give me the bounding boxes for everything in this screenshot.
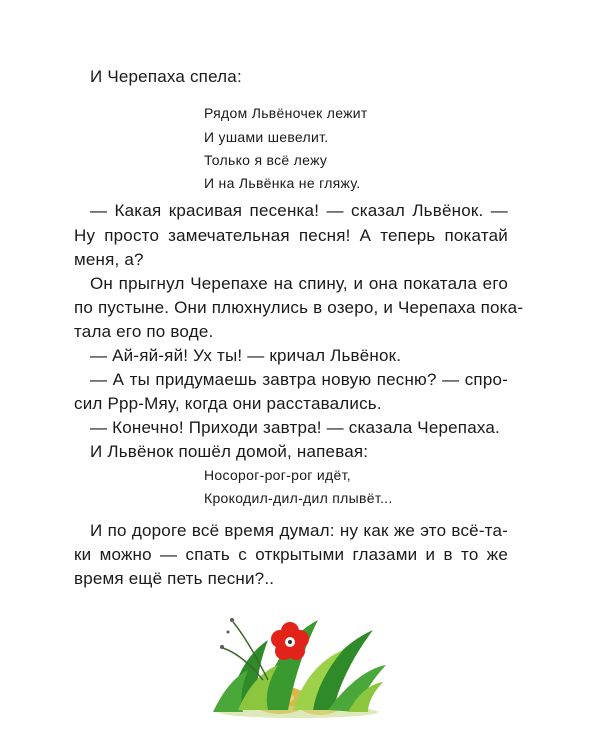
paragraph-line: меня, а? (74, 250, 144, 269)
poem-line: Рядом Львёночек лежит (204, 105, 368, 121)
paragraph-line: сил Ррр-Мяу, когда они расставались. (74, 394, 382, 413)
paragraph-line: ки можно — спать с открытыми глазами и в то же (74, 545, 508, 564)
intro-line: И Черепаха спела: (90, 67, 242, 86)
grass-flower-illustration (208, 600, 388, 720)
poem-line: Крокодил-дил-дил плывёт... (204, 490, 393, 506)
paragraph-line: Он прыгнул Черепахе на спину, и она покатала его (90, 274, 508, 293)
red-flower-icon (271, 622, 309, 660)
poem-line: И ушами шевелит. (204, 129, 329, 145)
paragraph-line: И Львёнок пошёл домой, напевая: (90, 442, 369, 461)
paragraph-line: — Ай-яй-яй! Ух ты! — кричал Львёнок. (90, 346, 402, 365)
poem-line: Носорог-рог-рог идёт, (204, 467, 351, 483)
poem-line: И на Львёнка не гляжу. (204, 175, 361, 191)
paragraph-line: время ещё петь песни?.. (74, 569, 275, 588)
paragraph-line: — А ты придумаешь завтра новую песню? — спро- (90, 370, 508, 389)
paragraph-line: — Конечно! Приходи завтра! — сказала Черепаха. (90, 418, 500, 437)
poem-line: Только я всё лежу (204, 152, 328, 168)
paragraph-line: Ну просто замечательная песня! А теперь покатай (74, 226, 508, 245)
paragraph-line: И по дороге всё время думал: ну как же это всё-та- (90, 521, 508, 540)
paragraph-line: — Какая красивая песенка! — сказал Львёнок. — (90, 201, 508, 220)
paragraph-line: тала его по воде. (74, 322, 214, 341)
paragraph-line: по пустыне. Они плюхнулись в озеро, и Черепаха пока- (74, 298, 524, 317)
